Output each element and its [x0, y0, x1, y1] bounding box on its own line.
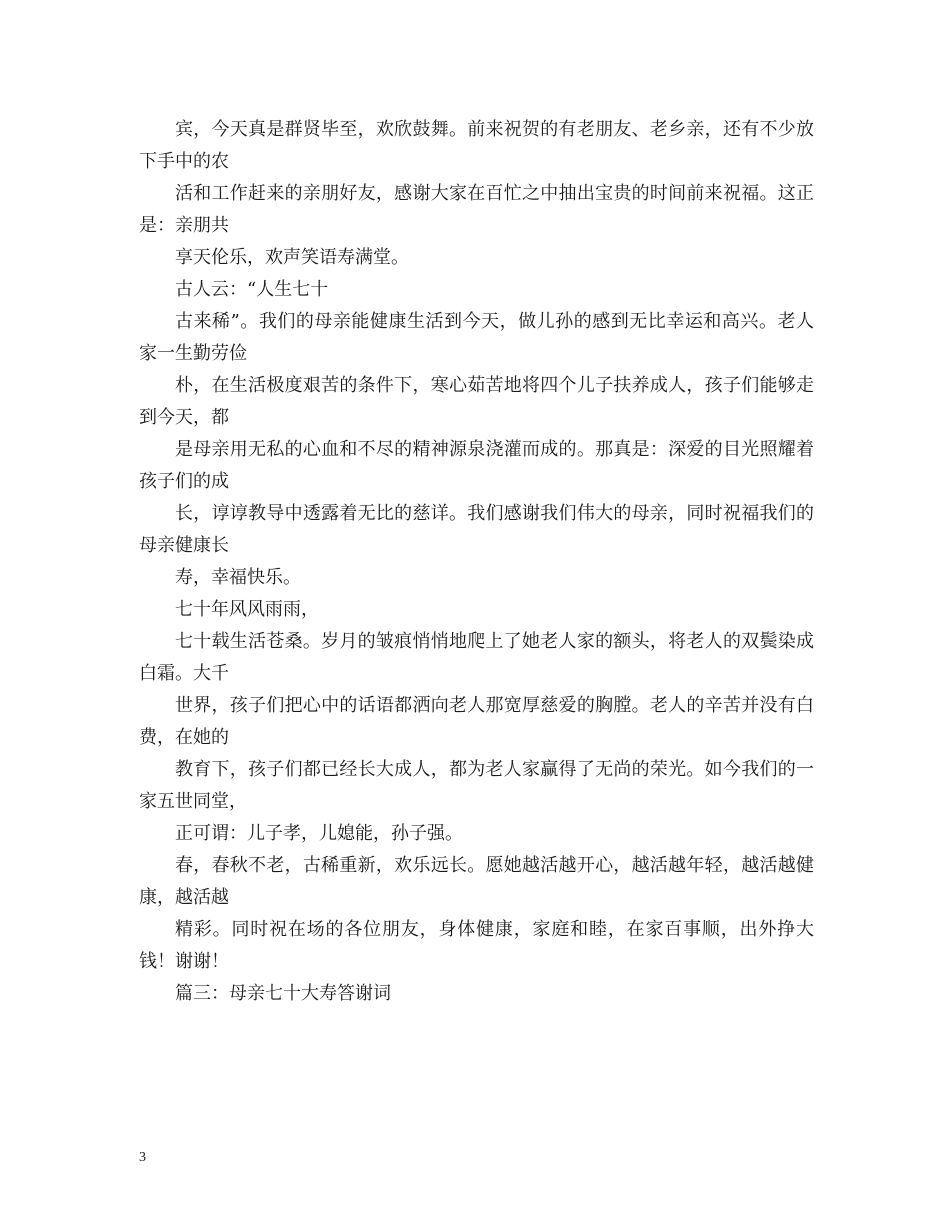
section-heading: 篇三：母亲七十大寿答谢词	[175, 983, 391, 1004]
paragraph-10: 七十年风风雨雨，	[175, 599, 319, 620]
body-text	[139, 114, 814, 1010]
paragraph-9: 寿，幸福快乐。	[175, 567, 301, 588]
paragraph-15: 春，春秋不老，古稀重新，欢乐远长。愿她越活越开心，越活越年轻，越活越健康，越活越	[139, 855, 814, 908]
paragraph-13: 教育下，孩子们都已经长大成人，都为老人家赢得了无尚的荣光。如今我们的一家五世同堂，	[139, 759, 814, 812]
paragraph-3: 享天伦乐，欢声笑语寿满堂。	[175, 247, 409, 268]
paragraph-8: 长，谆谆教导中透露着无比的慈详。我们感谢我们伟大的母亲，同时祝福我们的母亲健康长	[139, 503, 814, 556]
paragraph-1: 宾，今天真是群贤毕至，欢欣鼓舞。前来祝贺的有老朋友、老乡亲，还有不少放下手中的农	[139, 119, 814, 172]
paragraph-16: 精彩。同时祝在场的各位朋友，身体健康，家庭和睦，在家百事顺，出外挣大钱！谢谢！	[139, 919, 814, 972]
paragraph-5: 古来稀”。我们的母亲能健康生活到今天，做儿孙的感到无比幸运和高兴。老人家一生勤劳俭	[139, 311, 814, 364]
paragraph-12: 世界，孩子们把心中的话语都洒向老人那宽厚慈爱的胸膛。老人的辛苦并没有白费，在她的	[139, 695, 814, 748]
paragraph-7: 是母亲用无私的心血和不尽的精神源泉浇灌而成的。那真是：深爱的目光照耀着孩子们的成	[139, 439, 814, 492]
paragraph-4: 古人云：“人生七十	[175, 279, 329, 300]
paragraph-2: 活和工作赶来的亲朋好友，感谢大家在百忙之中抽出宝贵的时间前来祝福。这正是：亲朋共	[139, 183, 814, 236]
page-number: 3	[139, 1150, 146, 1165]
paragraph-6: 朴，在生活极度艰苦的条件下，寒心茹苦地将四个儿子扶养成人，孩子们能够走到今天，都	[139, 375, 814, 428]
paragraph-11: 七十载生活苍桑。岁月的皱痕悄悄地爬上了她老人家的额头，将老人的双鬓染成白霜。大千	[139, 631, 814, 684]
paragraph-14: 正可谓：儿子孝，儿媳能，孙子强。	[175, 823, 463, 844]
